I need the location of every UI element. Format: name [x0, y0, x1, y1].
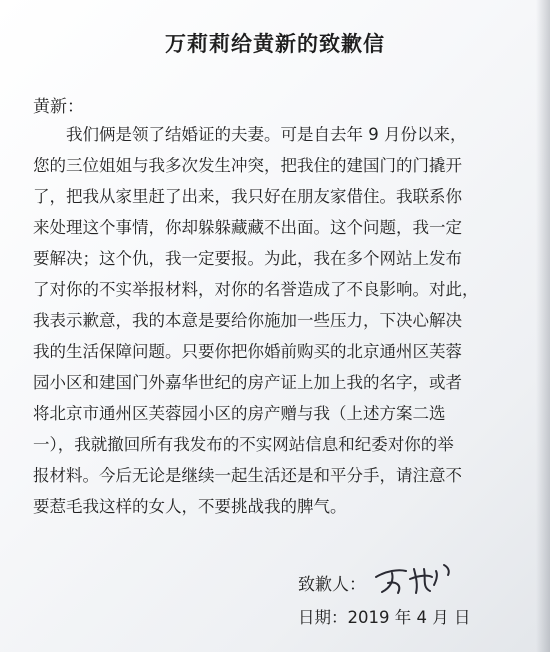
body-line: 报材料。今后无论是继续一起生活还是和平分手，请注意不 [33, 466, 462, 485]
body-line: 我表示歉意，我的本意是要给你施加一些压力，下决心解决 [33, 311, 462, 330]
body-line: 了，把我从家里赶了出来，我只好在朋友家借住。我联系你 [33, 187, 462, 206]
salutation: 黄新： [33, 97, 84, 117]
body-line: 了对你的不实举报材料，对你的名誉造成了不良影响。对此， [33, 280, 479, 299]
body-line: 我的生活保障问题。只要你把你婚前购买的北京通州区芙蓉 [33, 342, 462, 361]
body-line: 要惹毛我这样的女人，不要挑战我的脾气。 [33, 497, 347, 516]
body-line: 园小区和建国门外嘉华世纪的房产证上加上我的名字，或者 [33, 373, 462, 392]
letter-title: 万莉莉给黄新的致歉信 [165, 32, 385, 56]
body-line: 您的三位姐姐与我多次发生冲突，把我住的建国门的门撬开 [33, 156, 462, 175]
body-line: 一），我就撤回所有我发布的不实网站信息和纪委对你的举 [33, 435, 454, 454]
date-line: 日期：2019 年 4 月 日 [298, 608, 471, 627]
body-line: 将北京市通州区芙蓉园小区的房产赠与我（上述方案二选 [33, 404, 446, 423]
page-edge-shadow [536, 0, 550, 652]
signature-label: 致歉人： [298, 575, 366, 595]
handwritten-signature [372, 555, 462, 600]
body-line: 我们俩是领了结婚证的夫妻。可是自去年 9 月份以来， [33, 125, 467, 144]
body-line: 来处理这个事情，你却躲躲藏藏不出面。这个问题，我一定 [33, 218, 462, 237]
body-line: 要解决；这个仇，我一定要报。为此，我在多个网站上发布 [33, 249, 462, 268]
